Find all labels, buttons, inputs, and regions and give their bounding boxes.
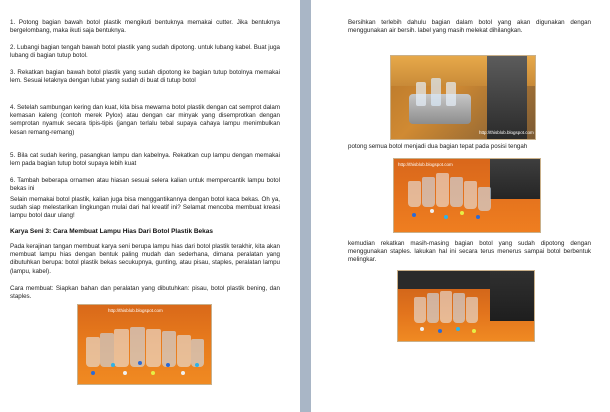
photo1-watermark: http://thisblob.blogspot.com bbox=[479, 130, 534, 135]
step-2-text: 2. Lubangi bagian tengah bawah botol plastik yang sudah dipotong. untuk lubang kabel. Buat juga lubang di bagian tutup botol. bbox=[10, 44, 280, 60]
step-5-text: 5. Bila cat sudah kering, pasangkan lampu dan kabelnya. Rekatkan cup lampu dengan memakai lem pada bagian tutup botol supaya lebih kuat bbox=[10, 152, 280, 168]
step-6-text: 6. Tambah beberapa ornamen atau hiasan sesuai selera kalian untuk mempercantik lampu botol bekas ini bbox=[10, 177, 280, 193]
right-document-page bbox=[311, 0, 610, 412]
closing-paragraph: Selain memakai botol plastik, kalian juga bisa menggantikannya dengan botol kaca bekas. Oh ya, sudah siap melestarikan lingkungan mulai dari hal kreatif ini? Selamat mencoba membuat kreasi lampu botol daur ulang! bbox=[10, 196, 280, 220]
bottles-photo bbox=[77, 304, 212, 385]
stapling-paragraph: kemudian rekatkan masih-masing bagian botol yang sudah dipotong dengan menggunakan staples. lakukan hal ini secara terus menerus sampai botol berbentuk melingkar. bbox=[348, 240, 591, 264]
section-heading: Karya Seni 3: Cara Membuat Lampu Hias Dari Botol Plastik Bekas bbox=[10, 228, 214, 235]
page-gap bbox=[300, 0, 311, 412]
materials-paragraph: Cara membuat: Siapkan bahan dan peralatan yang dibutuhkan: pisau, botol plastik bening, dan staples. bbox=[10, 285, 280, 301]
washing-bottles-photo bbox=[390, 55, 536, 140]
cut-bottles-photo bbox=[393, 158, 541, 233]
cleaning-paragraph: Bersihkan terlebih dahulu bagian dalam botol yang akan digunakan dengan menggunakan air bersih. label yang masih melekat dihilangkan. bbox=[348, 19, 591, 35]
cutting-paragraph: potong semua botol menjadi dua bagian tepat pada posisi tengah bbox=[348, 143, 528, 150]
stapled-bottles-photo bbox=[397, 270, 535, 342]
intro-paragraph: Pada kerajinan tangan membuat karya seni berupa lampu hias dari botol plastik terakhir, kita akan membuat lampu hias dengan bentuk paling mudah dan sederhana, dimana peralatan yang dibutuhkan berupa: botol plastik bekas secukupnya, gunting, atau pisau, staples, peralatan lampu (lampu, kabel). bbox=[10, 243, 280, 275]
step-3-text: 3. Rekatkan bagian bawah botol plastik yang sudah dipotong ke bagian tutup botolnya memakai lem. Sesuai letaknya dengan lubat yang sudah di buat di tutup botol bbox=[10, 69, 280, 85]
step-1-text: 1. Potong bagian bawah botol plastik mengikuti bentuknya memakai cutter. Jika bentuknya bergelombang, maka ikuti saja bentuknya. bbox=[10, 19, 280, 35]
left-document-page bbox=[0, 0, 300, 412]
step-4-text: 4. Setelah sambungan kering dan kuat, kita bisa mewarna botol plastik dengan cat semprot dalam kemasan kaleng (contoh merek Pylox) atau dengan car minyak yang disemprotkan dengan semprotan nyamuk secara tipis-tipis (jangan terlalu tebal supaya cahaya lampu menimbulkan kesan remang-remang) bbox=[10, 104, 280, 136]
photo-watermark: http://thisblob.blogspot.com bbox=[108, 308, 163, 313]
photo2-watermark: http://thisblob.blogspot.com bbox=[398, 162, 453, 167]
